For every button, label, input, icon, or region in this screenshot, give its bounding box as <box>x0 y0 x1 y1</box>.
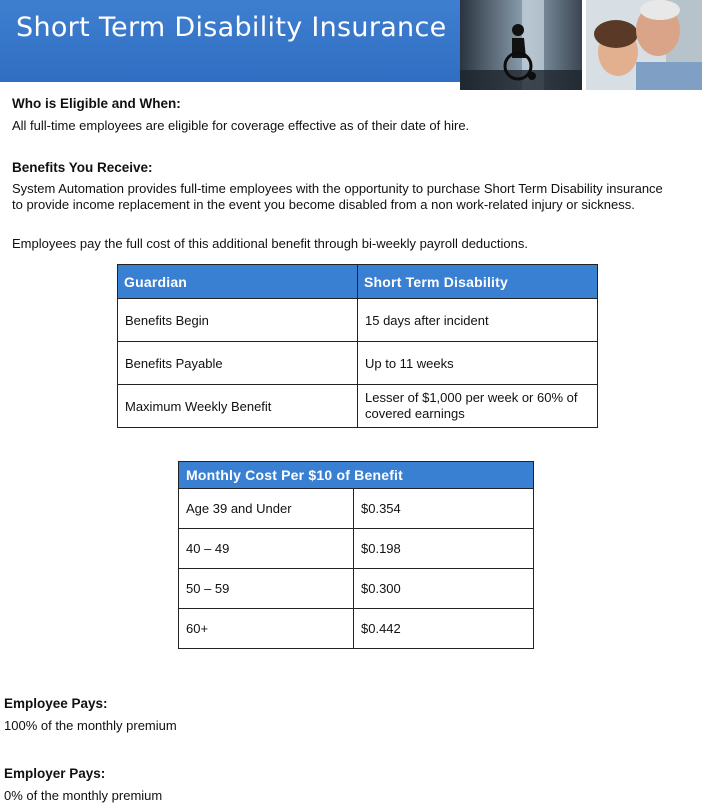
benefits-heading: Benefits You Receive: <box>12 160 153 175</box>
table-header-row <box>118 265 598 299</box>
benefits-line1: System Automation provides full-time employees with the opportunity to purchase Short Term Disability insurance <box>12 181 663 196</box>
table-cell: 60+ <box>179 609 354 649</box>
table-cell: 15 days after incident <box>358 299 598 342</box>
table-cell: $0.442 <box>354 609 534 649</box>
monthly-cost-table <box>178 461 534 649</box>
cost-note: Employees pay the full cost of this additional benefit through bi-weekly payroll deductions. <box>12 236 528 251</box>
table-row <box>179 529 534 569</box>
table-cell: Benefits Payable <box>118 342 358 385</box>
table-row <box>118 299 598 342</box>
table-row <box>179 569 534 609</box>
table-cell: $0.198 <box>354 529 534 569</box>
table-cell: $0.354 <box>354 489 534 529</box>
plan-details-table <box>117 264 598 428</box>
header-banner <box>0 0 460 82</box>
column-header: Short Term Disability <box>358 265 598 299</box>
eligibility-text: All full-time employees are eligible for coverage effective as of their date of hire. <box>12 118 470 133</box>
table-cell: Up to 11 weeks <box>358 342 598 385</box>
benefits-line2: to provide income replacement in the event you become disabled from a non work-related injury or sickness. <box>12 197 635 212</box>
wheelchair-photo <box>460 0 582 90</box>
table-cell: $0.300 <box>354 569 534 609</box>
employee-pays-heading: Employee Pays: <box>4 696 108 711</box>
table-header-row <box>179 462 534 489</box>
table-cell: Benefits Begin <box>118 299 358 342</box>
table-row <box>118 385 598 428</box>
eligibility-heading: Who is Eligible and When: <box>12 96 181 111</box>
employer-pays-heading: Employer Pays: <box>4 766 106 781</box>
column-header: Monthly Cost Per $10 of Benefit <box>179 462 534 489</box>
table-cell: Maximum Weekly Benefit <box>118 385 358 428</box>
employer-pays-text: 0% of the monthly premium <box>4 788 163 803</box>
table-row <box>179 489 534 529</box>
table-cell: Lesser of $1,000 per week or 60% of covered earnings <box>358 385 598 428</box>
table-cell: 50 – 59 <box>179 569 354 609</box>
employee-pays-text: 100% of the monthly premium <box>4 718 177 733</box>
family-photo <box>586 0 702 90</box>
table-cell: Age 39 and Under <box>179 489 354 529</box>
page-title: Short Term Disability Insurance <box>16 12 447 43</box>
table-row <box>118 342 598 385</box>
table-row <box>179 609 534 649</box>
column-header: Guardian <box>118 265 358 299</box>
table-cell: 40 – 49 <box>179 529 354 569</box>
